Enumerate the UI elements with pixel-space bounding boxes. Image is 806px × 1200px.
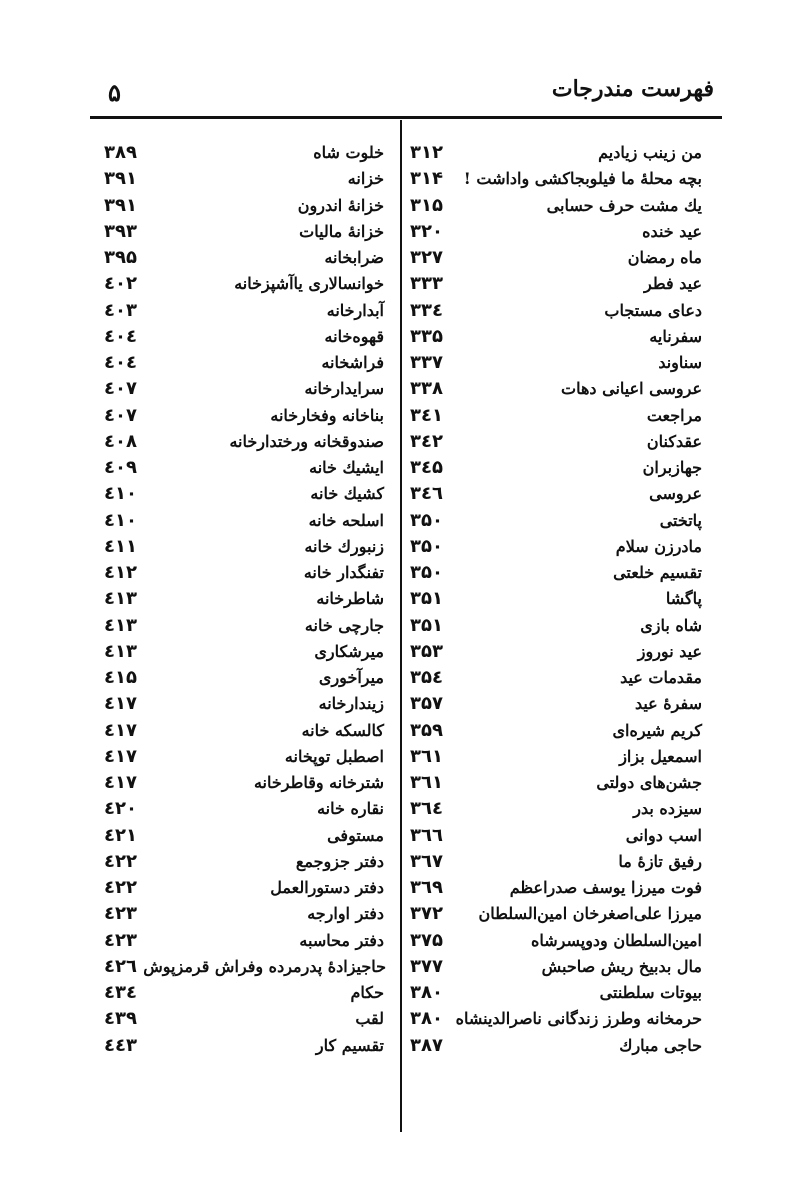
toc-entry-page: ۳۷۵ xyxy=(410,929,443,951)
toc-entry-title: خوانسالاری یاآشپزخانه xyxy=(234,274,384,294)
toc-entry-page: ۳۲۷ xyxy=(410,247,443,268)
toc-entry-title: قهوه‌خانه xyxy=(324,326,384,346)
toc-entry-page: ۳٦۹ xyxy=(410,877,443,898)
toc-entry-title: خزانهٔ اندرون xyxy=(297,195,384,215)
toc-entry xyxy=(92,665,394,691)
toc-entry-page: ۳٤۵ xyxy=(410,457,443,478)
toc-entry-title: بچه محلهٔ ما فیلوبجاکشی واداشت ! xyxy=(463,169,702,189)
toc-entry xyxy=(92,403,394,429)
toc-entry-title: شترخانه وقاطرخانه xyxy=(253,773,384,792)
toc-entry-page: ۳۸۰ xyxy=(410,982,443,1003)
toc-entry xyxy=(404,770,722,796)
toc-entry-title: میرشکاری xyxy=(314,641,384,661)
toc-entry-title: حکام xyxy=(350,983,384,1002)
toc-entry-title: نقاره خانه xyxy=(317,799,384,819)
toc-entry-title: کشیك خانه xyxy=(310,484,384,504)
toc-entry-page: ۳۹۱ xyxy=(104,168,137,190)
toc-entry-title: زیندارخانه xyxy=(318,694,384,714)
toc-entry-page: ٤۲۲ xyxy=(104,877,137,898)
toc-entry xyxy=(92,508,394,534)
toc-entry-page: ۳۸۹ xyxy=(104,142,137,163)
toc-entry-title: فوت میرزا یوسف صدراعظم xyxy=(509,878,702,897)
toc-entry-title: شاطرخانه xyxy=(316,589,384,609)
toc-entry-title: آبدارخانه xyxy=(326,300,384,320)
toc-entry-page: ۳٦۷ xyxy=(410,850,443,872)
toc-entry xyxy=(404,245,722,271)
toc-entry-page: ۳٦٤ xyxy=(410,798,443,820)
toc-entry xyxy=(404,508,722,534)
toc-entry xyxy=(404,928,722,954)
toc-entry xyxy=(92,219,394,245)
toc-entry-page: ۳۹۵ xyxy=(104,247,137,268)
toc-entry-page: ٤۲۳ xyxy=(104,929,137,951)
toc-entry-page: ۳۱۲ xyxy=(410,142,443,163)
toc-entry-title: رفیق تازهٔ ما xyxy=(618,851,702,871)
toc-entry-page: ٤۰۷ xyxy=(104,404,137,426)
toc-entry-page: ٤۲٦ xyxy=(104,955,137,977)
toc-entry-page: ۳۵۰ xyxy=(410,509,443,531)
toc-entry-title: مستوفی xyxy=(327,825,384,845)
toc-entry-page: ٤۱۵ xyxy=(104,667,137,688)
toc-entry-page: ٤۱۱ xyxy=(104,535,137,557)
toc-entry-title: شاه بازی xyxy=(640,615,702,635)
toc-entry xyxy=(92,901,394,927)
toc-entry-page: ۳٤۲ xyxy=(410,430,443,452)
toc-entry-page: ۳۳۵ xyxy=(410,325,443,347)
toc-entry-page: ۳۳۳ xyxy=(410,273,443,295)
toc-entry xyxy=(404,613,722,639)
toc-entry xyxy=(404,403,722,429)
toc-entry-page: ٤۱۳ xyxy=(104,588,137,610)
toc-entry-title: بیوتات سلطنتی xyxy=(599,983,702,1002)
toc-entry xyxy=(404,1006,722,1032)
toc-entry-title: جهازبران xyxy=(642,458,702,477)
page-title: فهرست مندرجات xyxy=(551,76,714,102)
toc-entry xyxy=(92,875,394,901)
toc-entry-page: ٤۲۰ xyxy=(104,798,137,820)
toc-entry xyxy=(92,560,394,586)
toc-entry xyxy=(404,901,722,927)
toc-entry-page: ۳۵٤ xyxy=(410,667,443,688)
toc-entry-title: صندوقخانه ورختدارخانه xyxy=(229,431,384,451)
toc-entry-title: خزانه xyxy=(347,169,384,189)
toc-entry-page: ۳۵۱ xyxy=(410,588,443,610)
toc-entry-title: خلوت شاه xyxy=(313,143,384,162)
toc-entry-title: تقسیم خلعتی xyxy=(613,563,702,582)
toc-entry xyxy=(404,744,722,770)
toc-entry xyxy=(92,849,394,875)
toc-entry-title: جشن‌های دولتی xyxy=(596,773,702,792)
toc-entry-title: فراشخانه xyxy=(321,353,384,372)
toc-entry-page: ٤۳٤ xyxy=(104,982,137,1003)
toc-entry-page: ٤۰٤ xyxy=(104,352,137,373)
toc-entry xyxy=(404,823,722,849)
toc-entry-title: سناوند xyxy=(658,353,702,372)
toc-entry-title: اسب دوانی xyxy=(625,825,702,845)
toc-entry-page: ٤۱۷ xyxy=(104,719,137,741)
toc-entry-title: کالسکه خانه xyxy=(301,720,384,740)
toc-entry xyxy=(404,560,722,586)
toc-entry-page: ۳٦۱ xyxy=(410,745,443,767)
toc-entry xyxy=(404,298,722,324)
toc-entry xyxy=(404,849,722,875)
toc-entry-title: عید فطر xyxy=(644,274,702,294)
toc-entry-page: ۳٤۱ xyxy=(410,404,443,426)
toc-entry xyxy=(92,796,394,822)
toc-entry-title: عید خنده xyxy=(642,221,702,241)
toc-entry xyxy=(404,219,722,245)
toc-entry xyxy=(92,193,394,219)
toc-entry-title: اسمعیل بزاز xyxy=(619,746,702,766)
toc-entry-page: ۳۱۵ xyxy=(410,194,443,216)
toc-entry-title: کریم شیره‌ای xyxy=(612,720,702,740)
right-column xyxy=(404,140,722,1059)
toc-entry xyxy=(92,429,394,455)
toc-entry-title: عروسی xyxy=(649,484,702,504)
toc-entry xyxy=(92,481,394,507)
toc-entry-title: اصطبل توپخانه xyxy=(284,746,384,766)
toc-entry-title: زنبورك خانه xyxy=(304,536,384,556)
toc-entry-page: ۳۳۸ xyxy=(410,378,443,400)
toc-entry xyxy=(404,271,722,297)
toc-entry xyxy=(404,324,722,350)
toc-entry-page: ٤۲۱ xyxy=(104,824,137,846)
toc-entry xyxy=(404,639,722,665)
toc-entry-page: ٤۱۳ xyxy=(104,614,137,636)
toc-entry xyxy=(404,718,722,744)
toc-entry xyxy=(404,665,722,691)
toc-entry-page: ۳۸۷ xyxy=(410,1034,443,1056)
toc-entry xyxy=(92,534,394,560)
toc-entry-page: ۳٤٦ xyxy=(410,483,443,505)
toc-entry-title: عید نوروز xyxy=(637,641,702,661)
toc-entry xyxy=(92,324,394,350)
toc-entry-title: پاگشا xyxy=(665,589,702,609)
toc-entry-title: سفرهٔ عید xyxy=(634,694,702,714)
toc-entry xyxy=(92,954,394,980)
toc-entry xyxy=(404,875,722,901)
toc-entry-title: حرمخانه وطرز زندگانی ناصرالدینشاه xyxy=(455,1009,702,1029)
toc-entry-title: میرزا علی‌اصغرخان امین‌السلطان xyxy=(478,904,702,924)
toc-entry xyxy=(92,691,394,717)
toc-entry xyxy=(92,744,394,770)
toc-entry-title: مال بدبیخ ریش صاحبش xyxy=(541,956,702,976)
toc-entry xyxy=(92,245,394,271)
toc-entry-page: ٤۰٤ xyxy=(104,325,137,347)
toc-entry-title: ماه رمضان xyxy=(627,248,702,267)
toc-entry-title: سرایدارخانه xyxy=(304,379,384,399)
toc-entry xyxy=(92,928,394,954)
toc-entry-page: ٤۱۰ xyxy=(104,483,137,505)
toc-entry-page: ٤۲۲ xyxy=(104,850,137,872)
column-divider xyxy=(400,120,402,1132)
toc-entry-title: بناخانه وفخارخانه xyxy=(270,405,384,425)
toc-entry xyxy=(92,350,394,376)
toc-entry-page: ٤۳۹ xyxy=(104,1008,137,1030)
toc-entry xyxy=(404,455,722,481)
toc-entry-title: سفرنایه xyxy=(649,326,702,346)
toc-entry xyxy=(92,1033,394,1059)
toc-entry-page: ٤۱۲ xyxy=(104,562,137,583)
toc-entry-page: ٤۰۸ xyxy=(104,430,137,452)
toc-entry-page: ٤۱۷ xyxy=(104,693,137,715)
toc-entry-title: خزانهٔ مالیات xyxy=(299,221,384,241)
toc-entry-page: ٤۲۳ xyxy=(104,903,137,925)
toc-entry xyxy=(92,770,394,796)
toc-entry-title: سیزده بدر xyxy=(633,799,702,819)
toc-entry-title: ایشیك خانه xyxy=(309,458,384,477)
toc-entry-title: مقدمات عید xyxy=(620,668,702,687)
toc-entry-title: جارچی خانه xyxy=(304,615,384,635)
toc-entry-title: امین‌السلطان ودوپسرشاه xyxy=(530,930,702,950)
page-number: ۵ xyxy=(108,78,121,107)
toc-entry-page: ۳۵۷ xyxy=(410,693,443,715)
toc-entry-title: عقدکنان xyxy=(646,431,702,451)
toc-entry-page: ۳۵۰ xyxy=(410,562,443,583)
toc-entry-page: ٤۱۷ xyxy=(104,772,137,793)
toc-entry xyxy=(92,140,394,166)
toc-entry xyxy=(404,140,722,166)
toc-entry-title: من زینب زیادیم xyxy=(598,143,702,162)
toc-entry-page: ٤۰۲ xyxy=(104,273,137,295)
toc-entry-title: مراجعت xyxy=(646,405,702,425)
toc-entry xyxy=(404,429,722,455)
toc-entry xyxy=(92,1006,394,1032)
toc-entry-page: ۳۹۳ xyxy=(104,220,137,242)
toc-entry-page: ۳۳۷ xyxy=(410,352,443,373)
toc-entry-title: تفنگدار خانه xyxy=(303,563,384,582)
toc-entry xyxy=(404,376,722,402)
toc-entry xyxy=(92,455,394,481)
toc-entry xyxy=(404,954,722,980)
toc-entry xyxy=(404,796,722,822)
toc-entry xyxy=(92,298,394,324)
toc-entry-title: دفتر دستورالعمل xyxy=(270,878,384,897)
toc-entry xyxy=(404,1033,722,1059)
toc-entry-title: میرآخوری xyxy=(318,668,384,687)
toc-entry-page: ٤٤۳ xyxy=(104,1034,137,1056)
toc-entry xyxy=(92,271,394,297)
toc-entry-page: ۳٦٦ xyxy=(410,824,443,846)
toc-entry-title: لقب xyxy=(355,1009,384,1029)
toc-entry xyxy=(404,193,722,219)
toc-entry-title: تقسیم کار xyxy=(315,1035,384,1055)
toc-entry-title: حاجی مبارك xyxy=(619,1035,702,1055)
toc-entry xyxy=(92,980,394,1006)
header-rule xyxy=(90,116,722,119)
toc-entry xyxy=(92,166,394,192)
toc-entry-page: ۳۱۴ xyxy=(410,168,443,190)
toc-entry-title: دفتر اوارجه xyxy=(307,904,384,924)
toc-entry-page: ۳۷۷ xyxy=(410,955,443,977)
toc-entry-title: دفتر محاسبه xyxy=(299,930,384,950)
toc-entry xyxy=(92,376,394,402)
toc-entry-page: ٤۱۰ xyxy=(104,509,137,531)
toc-entry xyxy=(92,613,394,639)
toc-entry xyxy=(404,481,722,507)
toc-entry xyxy=(404,691,722,717)
toc-entry-page: ٤۰۳ xyxy=(104,299,137,321)
left-column xyxy=(92,140,394,1059)
toc-entry-page: ۳۷۲ xyxy=(410,903,443,925)
toc-entry xyxy=(92,718,394,744)
toc-entry-title: اسلحه خانه xyxy=(308,510,384,530)
toc-entry-title: ضرابخانه xyxy=(324,248,384,267)
toc-entry-title: عروسی اعیانی دهات xyxy=(561,379,702,399)
toc-entry-title: حاجیزادهٔ پدرمرده وفراش قرمزپوش xyxy=(143,956,386,976)
toc-entry xyxy=(404,534,722,560)
toc-entry-page: ۳۳٤ xyxy=(410,299,443,321)
toc-entry-page: ۳۵۹ xyxy=(410,719,443,741)
toc-entry-page: ۳۵۳ xyxy=(410,640,443,662)
toc-entry xyxy=(404,166,722,192)
toc-entry-title: دفتر جزوجمع xyxy=(295,851,384,871)
toc-entry xyxy=(404,586,722,612)
toc-entry-page: ۳۵۰ xyxy=(410,535,443,557)
toc-entry-page: ٤۱۳ xyxy=(104,640,137,662)
toc-entry-title: پاتختی xyxy=(659,510,702,530)
toc-entry-page: ۳۹۱ xyxy=(104,194,137,216)
toc-entry-page: ۳۸۰ xyxy=(410,1008,443,1030)
toc-entry xyxy=(404,980,722,1006)
toc-entry xyxy=(404,350,722,376)
toc-entry-page: ۳٦۱ xyxy=(410,772,443,793)
toc-entry-title: یك مشت حرف حسابی xyxy=(546,195,702,215)
toc-entry xyxy=(92,823,394,849)
toc-entry-page: ٤۱۷ xyxy=(104,745,137,767)
toc-entry-title: دعای مستجاب xyxy=(604,300,702,320)
toc-entry xyxy=(92,639,394,665)
toc-entry-title: مادرزن سلام xyxy=(615,536,702,556)
toc-entry-page: ٤۰۹ xyxy=(104,457,137,478)
toc-entry-page: ۳۵۱ xyxy=(410,614,443,636)
toc-entry-page: ٤۰۷ xyxy=(104,378,137,400)
toc-entry xyxy=(92,586,394,612)
toc-entry-page: ۳۲۰ xyxy=(410,220,443,242)
